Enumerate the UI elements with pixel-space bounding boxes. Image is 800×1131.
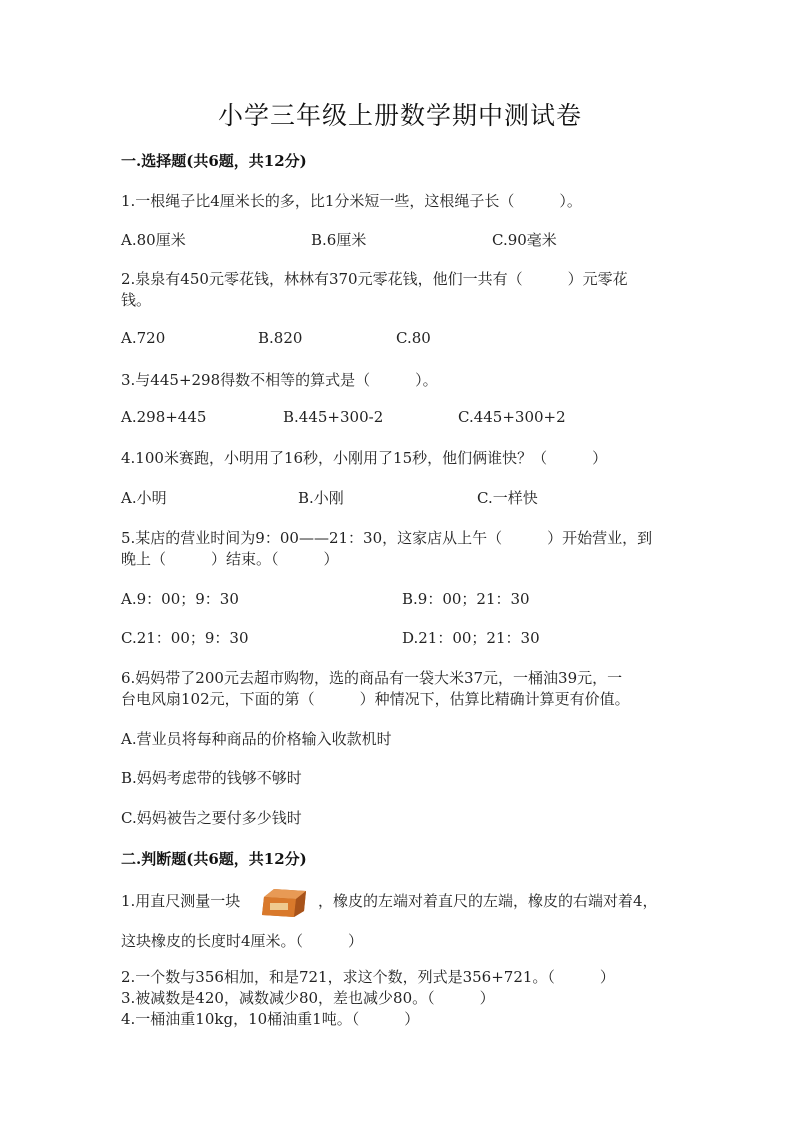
- question-3: 3.与445+298得数不相等的算式是（ ）。: [121, 371, 438, 389]
- judgement-4: 4.一桶油重10kg，10桶油重1吨。（ ）: [121, 1010, 420, 1028]
- option-6a: A.营业员将每种商品的价格输入收款机时: [121, 730, 392, 748]
- option-6b: B.妈妈考虑带的钱够不够时: [121, 769, 302, 787]
- question-5-line2: 晚上（ ）结束。（ ）: [121, 550, 339, 568]
- page-title: 小学三年级上册数学期中测试卷: [217, 101, 582, 130]
- judgement-1-line2: 这块橡皮的长度时4厘米。（ ）: [121, 932, 364, 950]
- option-2b: B.820: [258, 329, 303, 347]
- option-5d: D.21：00；21：30: [402, 629, 540, 647]
- option-4b: B.小刚: [298, 489, 344, 507]
- option-1a: A.80厘米: [121, 231, 186, 249]
- option-1b: B.6厘米: [311, 231, 367, 249]
- question-6-line1: 6.妈妈带了200元去超市购物，选的商品有一袋大米37元，一桶油39元，一: [121, 669, 623, 687]
- eraser-icon: [260, 883, 308, 921]
- option-5b: B.9：00；21：30: [402, 590, 530, 608]
- option-3b: B.445+300-2: [283, 408, 384, 426]
- question-5-line1: 5.某店的营业时间为9：00——21：30，这家店从上午（ ）开始营业，到: [121, 529, 653, 547]
- question-2-line2: 钱。: [121, 291, 152, 309]
- option-5c: C.21：00；9：30: [121, 629, 249, 647]
- question-1: 1.一根绳子比4厘米长的多，比1分米短一些，这根绳子长（ ）。: [121, 192, 582, 210]
- option-4a: A.小明: [121, 489, 167, 507]
- option-2a: A.720: [121, 329, 166, 347]
- judgement-3: 3.被减数是420，减数减少80，差也减少80。（ ）: [121, 989, 495, 1007]
- option-3a: A.298+445: [121, 408, 207, 426]
- option-6c: C.妈妈被告之要付多少钱时: [121, 809, 302, 827]
- question-2-line1: 2.泉泉有450元零花钱，林林有370元零花钱，他们一共有（ ）元零花: [121, 270, 628, 288]
- option-1c: C.90毫米: [492, 231, 557, 249]
- section-heading-choice: 一.选择题(共6题，共12分): [121, 152, 307, 170]
- option-2c: C.80: [396, 329, 431, 347]
- judgement-1-part1: 1.用直尺测量一块: [121, 892, 241, 910]
- option-3c: C.445+300+2: [458, 408, 566, 426]
- option-5a: A.9：00；9：30: [121, 590, 239, 608]
- section-heading-judgement: 二.判断题(共6题，共12分): [121, 850, 307, 868]
- question-6-line2: 台电风扇102元，下面的第（ ）种情况下，估算比精确计算更有价值。: [121, 690, 630, 708]
- question-4: 4.100米赛跑，小明用了16秒，小刚用了15秒，他们俩谁快？（ ）: [121, 449, 608, 467]
- judgement-1-part2: ，橡皮的左端对着直尺的左端，橡皮的右端对着4，: [318, 892, 658, 910]
- judgement-2: 2.一个数与356相加，和是721，求这个数，列式是356+721。（ ）: [121, 968, 615, 986]
- option-4c: C.一样快: [477, 489, 538, 507]
